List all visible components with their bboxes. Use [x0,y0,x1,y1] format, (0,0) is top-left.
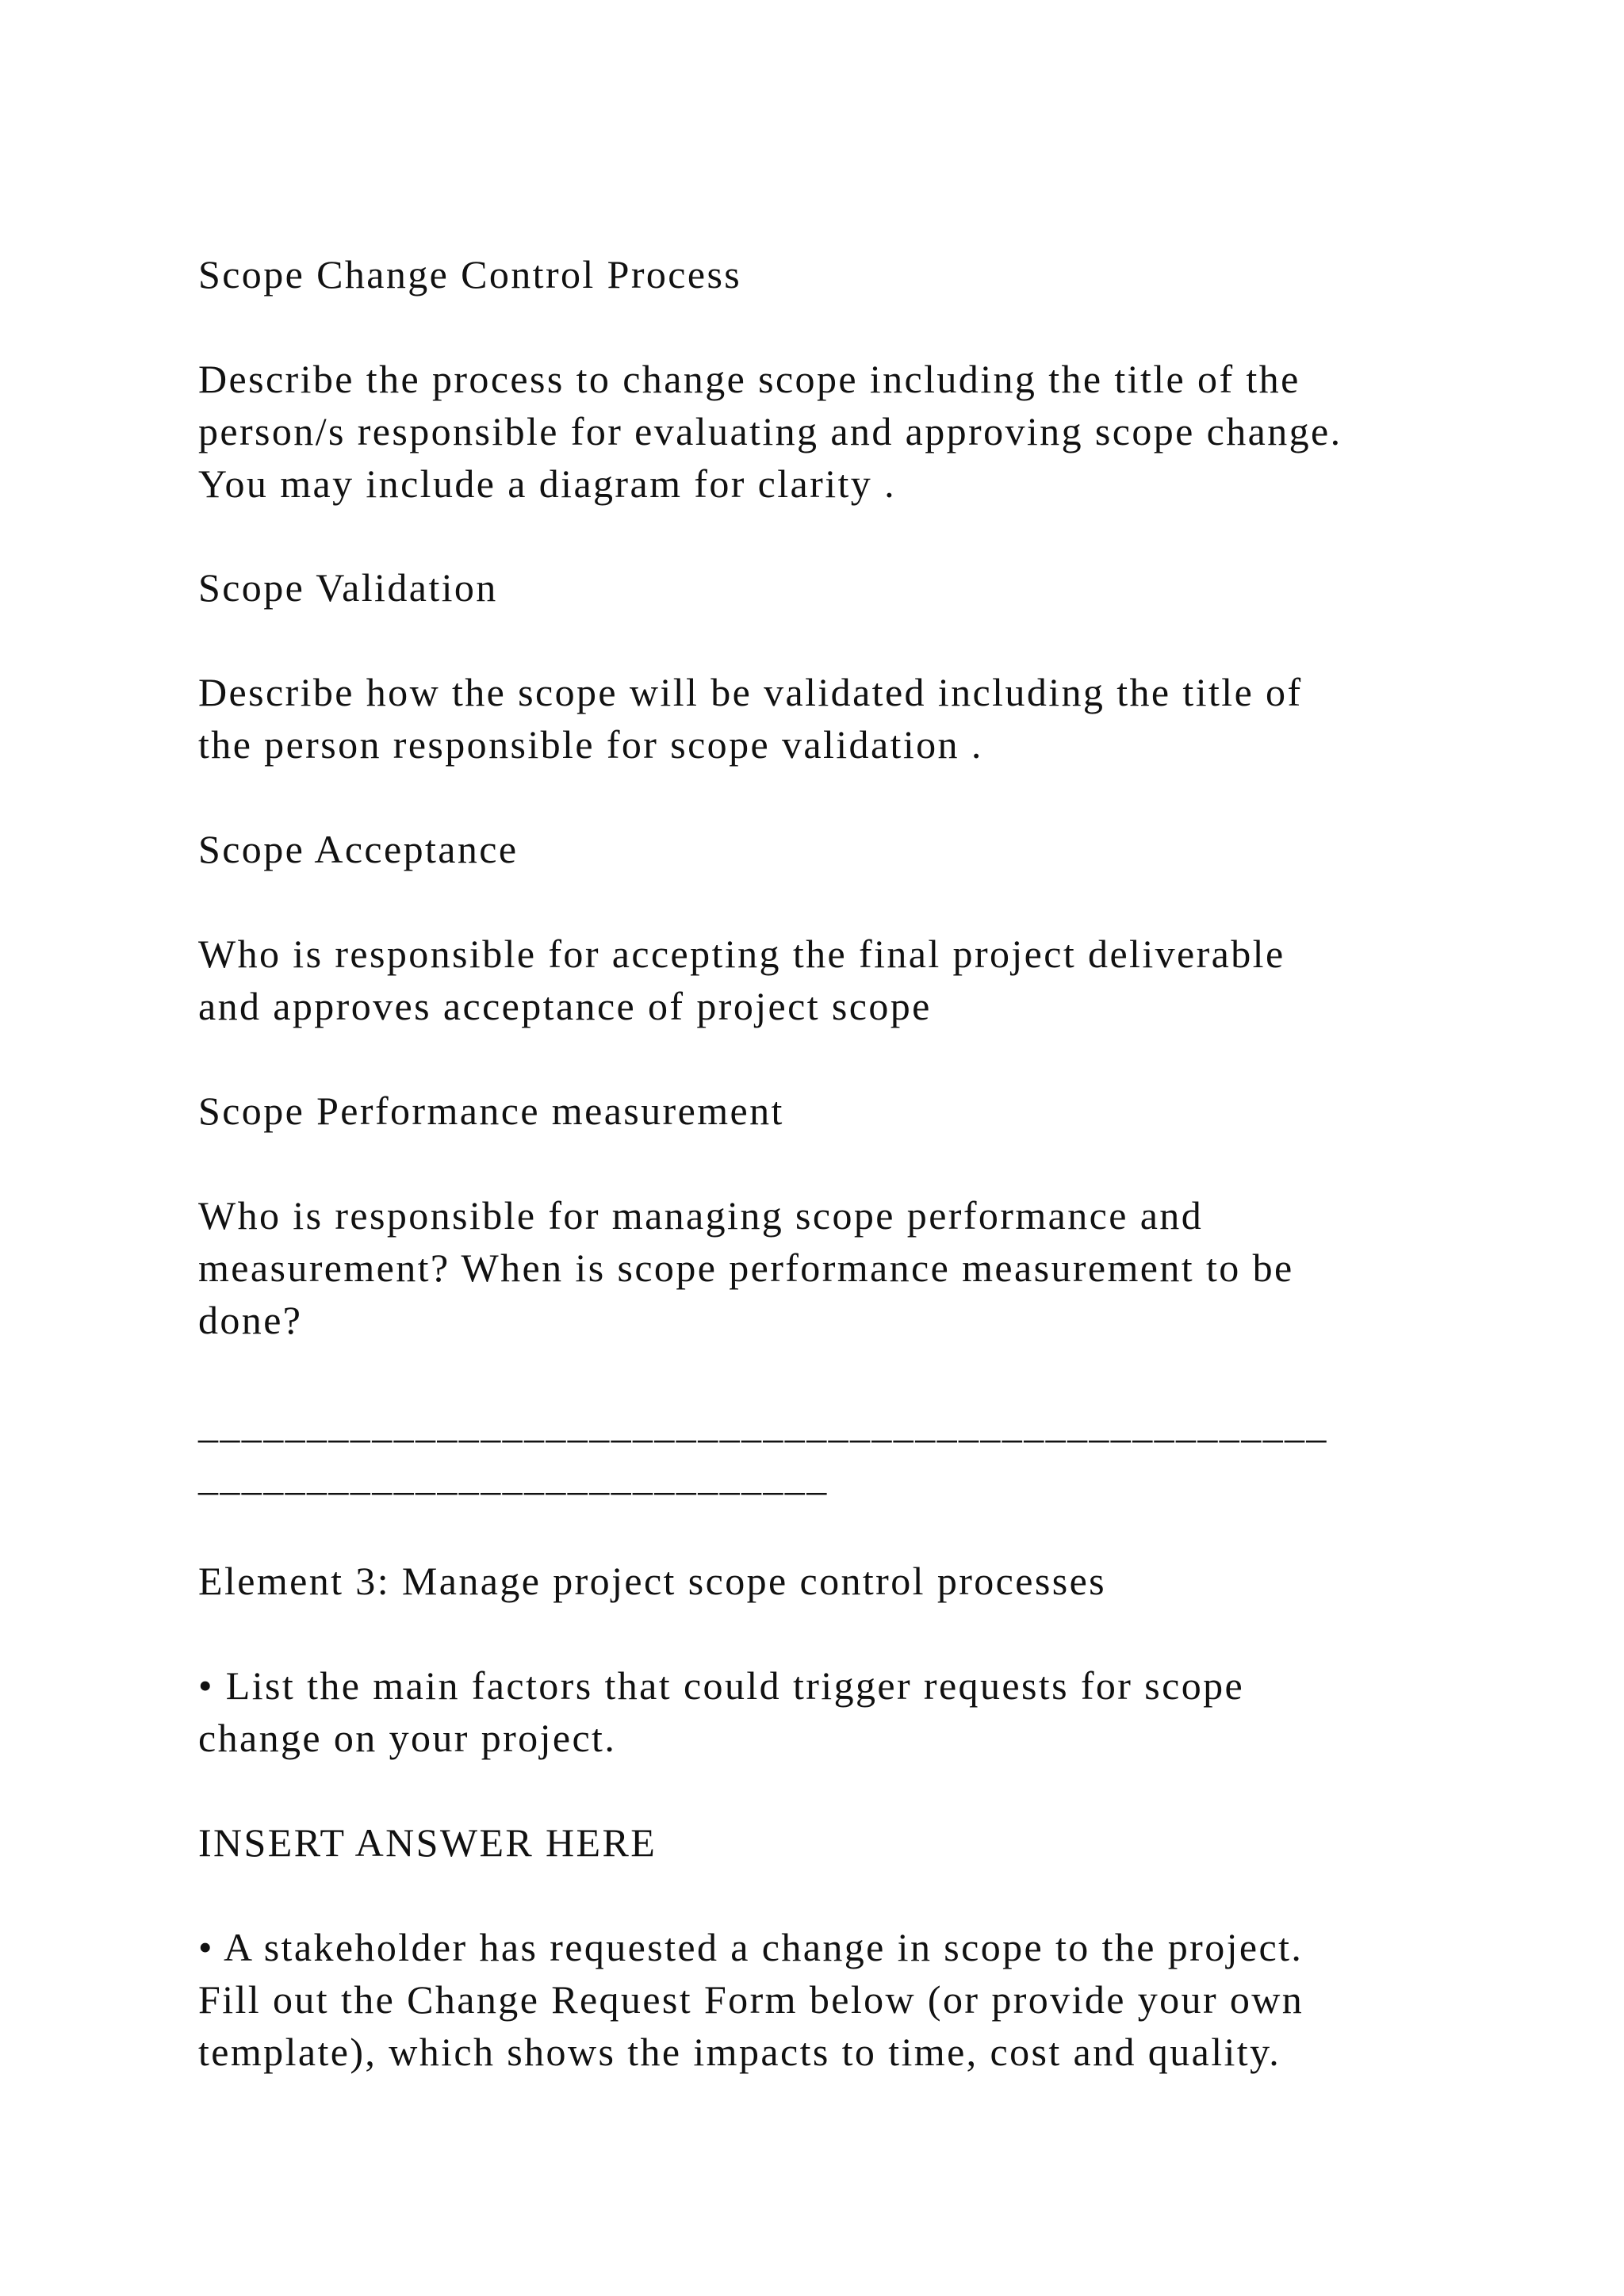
heading-scope-performance [198,1085,1483,1137]
bullet-trigger-factors [198,1659,1483,1764]
paragraph-scope-performance [198,1189,1483,1346]
text-line: • A stakeholder has requested a change in scope to the project. [198,1925,1304,1969]
heading-scope-change-control [198,248,1483,300]
text-line: You may include a diagram for clarity . [198,461,896,506]
text-line: Scope Acceptance [198,827,519,871]
text-line: Element 3: Manage project scope control processes [198,1559,1107,1603]
text-line: person/s responsible for evaluating and approving scope change. [198,409,1342,453]
text-line: template), which shows the impacts to time, cost and quality. [198,2030,1281,2074]
text-line: Who is responsible for accepting the final project deliverable [198,932,1285,976]
text-line: measurement? When is scope performance measurement to be [198,1246,1294,1290]
text-line: done? [198,1298,303,1342]
heading-element-3 [198,1555,1483,1607]
rule-line: _____________________________ [198,1454,829,1498]
paragraph-scope-acceptance [198,928,1483,1032]
text-line: Scope Change Control Process [198,252,742,297]
paragraph-scope-change-description [198,353,1483,510]
text-line: change on your project. [198,1716,617,1760]
text-line: INSERT ANSWER HERE [198,1820,657,1865]
heading-scope-acceptance [198,823,1483,875]
text-line: Fill out the Change Request Form below (or provide your own [198,1977,1304,2022]
rule-line: ____________________________________________________ [198,1402,1328,1446]
text-line: Describe how the scope will be validated including the title of [198,670,1303,714]
text-line: • List the main factors that could trigger requests for scope [198,1663,1245,1708]
heading-scope-validation [198,561,1483,614]
text-line: and approves acceptance of project scope [198,984,932,1028]
text-line: Describe the process to change scope including the title of the [198,357,1300,401]
separator-rule [198,1398,1483,1502]
text-line: Scope Performance measurement [198,1089,784,1133]
answer-placeholder [198,1816,1483,1869]
text-line: Scope Validation [198,565,498,610]
text-line: the person responsible for scope validation . [198,722,983,767]
text-line: Who is responsible for managing scope performance and [198,1193,1204,1238]
paragraph-scope-validation [198,666,1483,771]
bullet-change-request [198,1921,1483,2078]
